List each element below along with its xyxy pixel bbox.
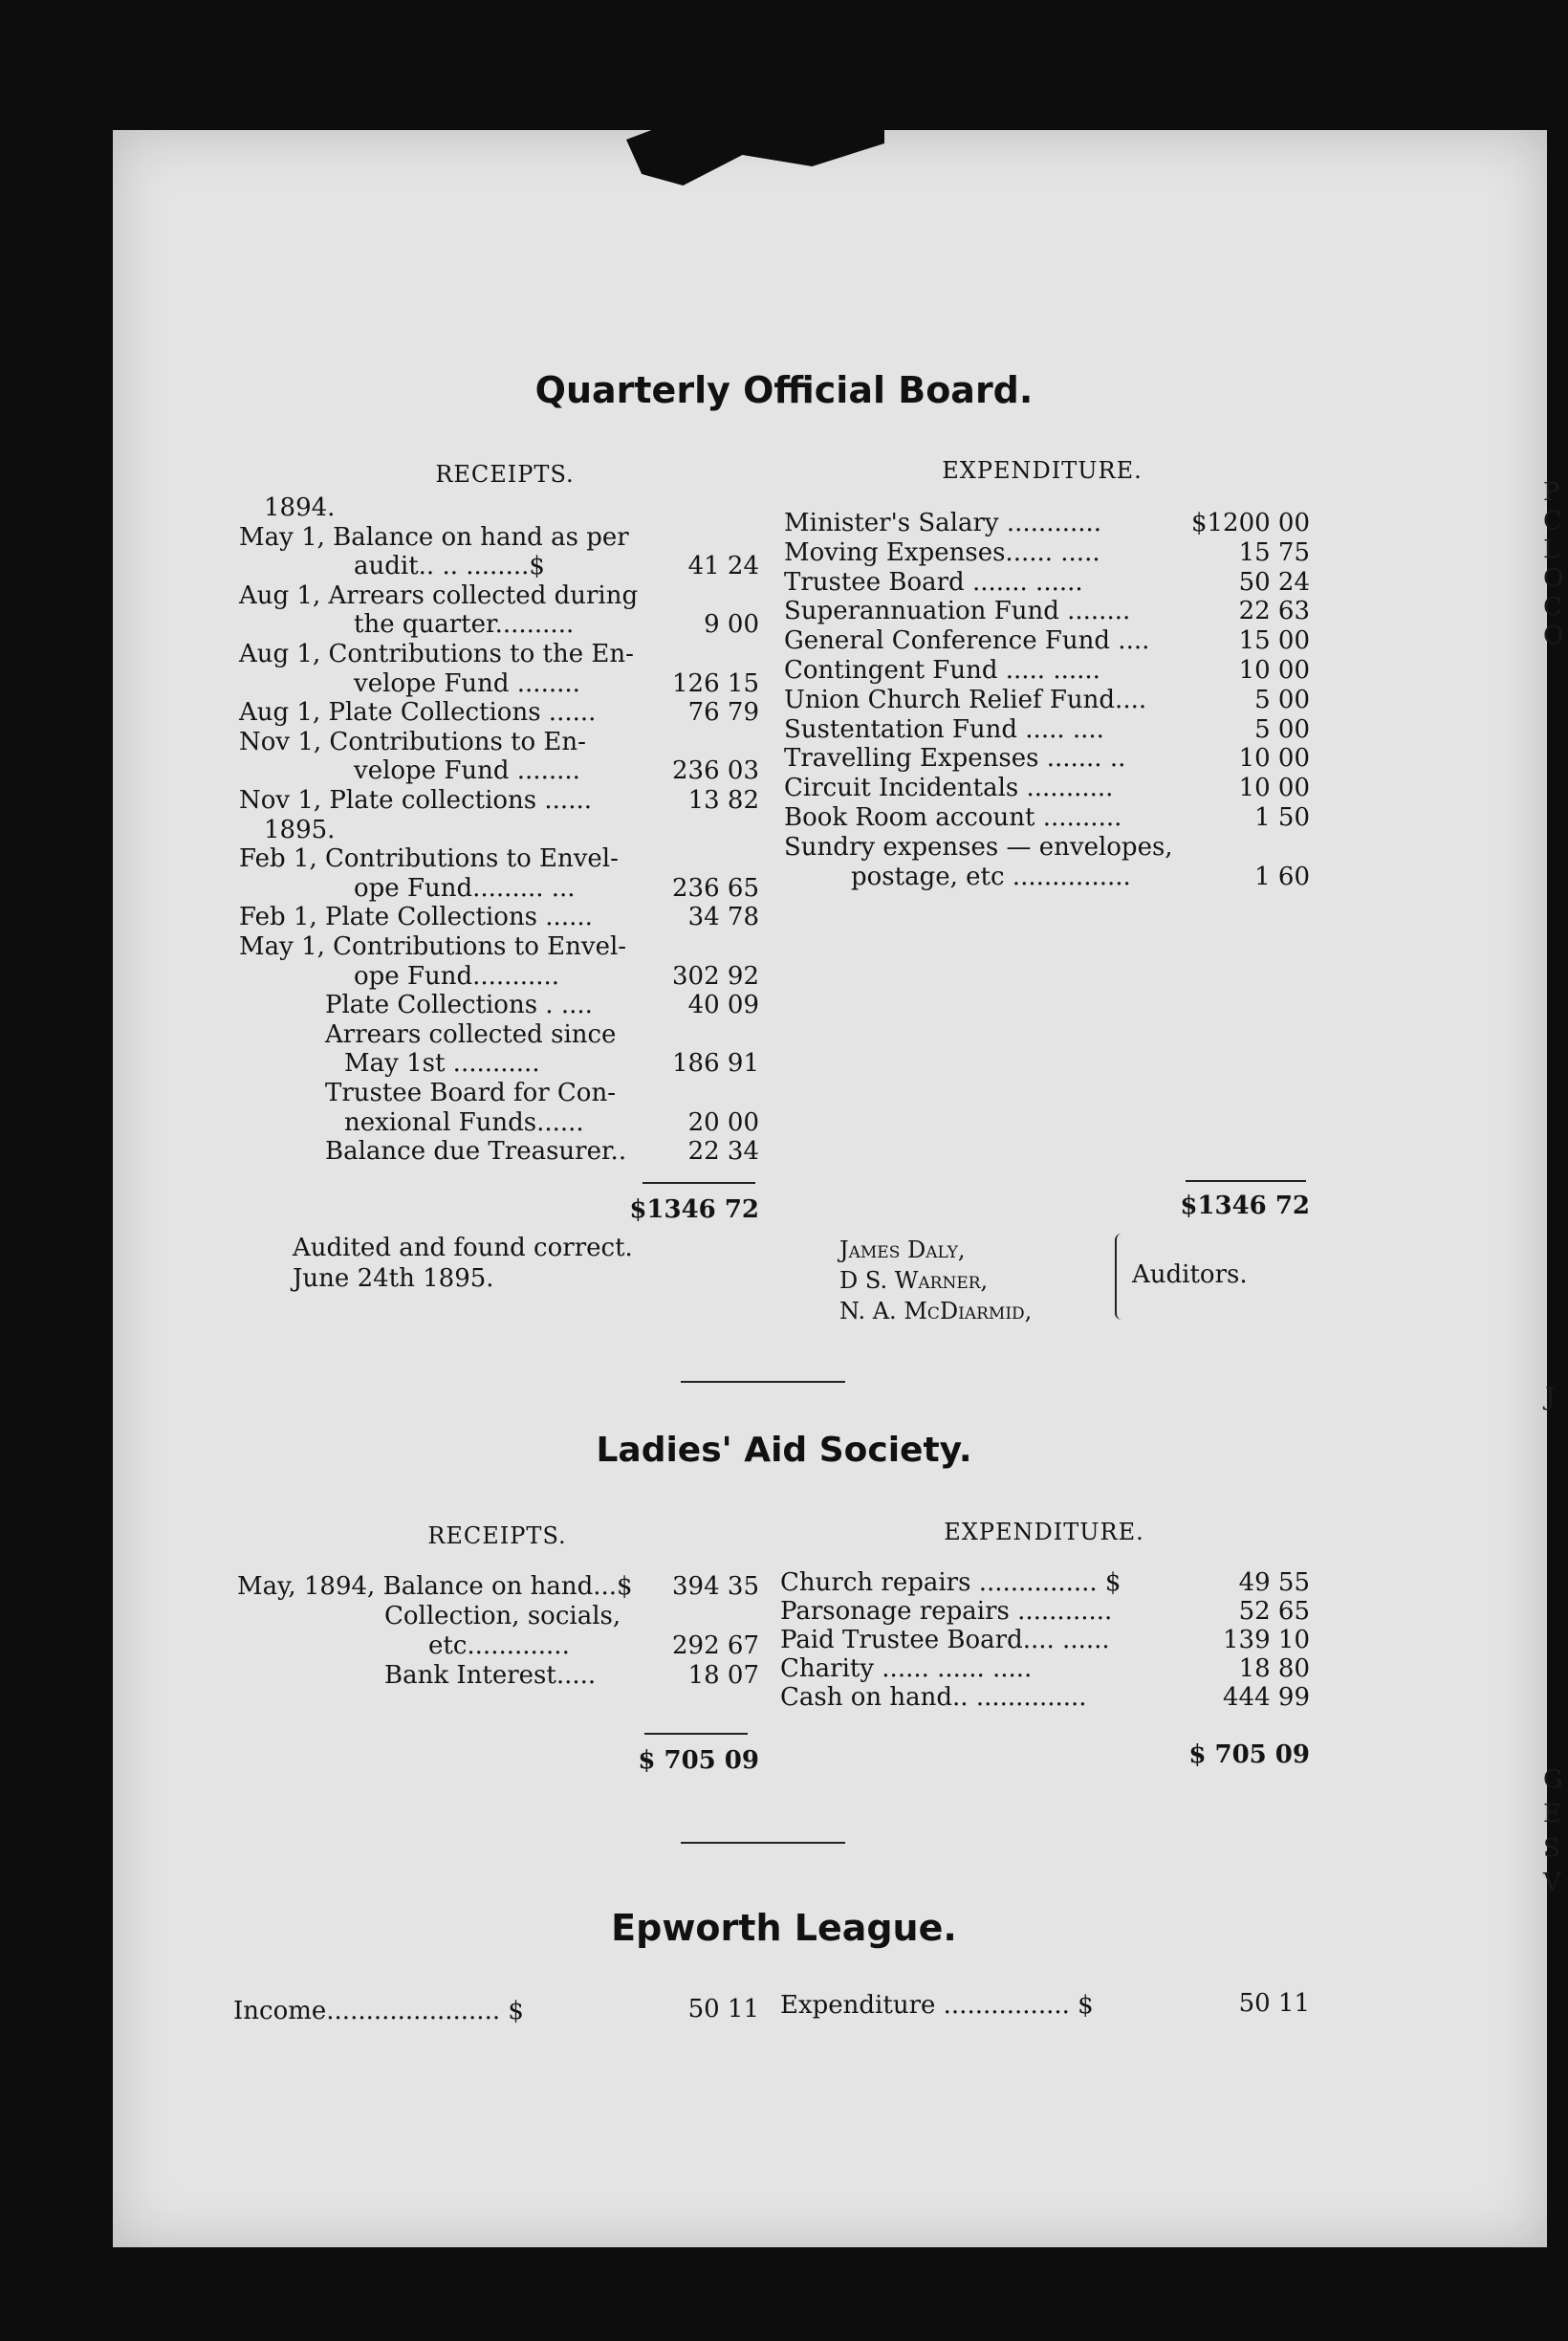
adjacent-page-letter: E <box>1543 1800 1561 1828</box>
quarterly-receipt-row-label: velope Fund ........ <box>354 668 580 698</box>
quarterly-receipt-row-label: Arrears collected since <box>325 1019 617 1049</box>
quarterly-receipt-row-amount: 186 91 <box>672 1049 759 1079</box>
adjacent-page-letter: P <box>1543 478 1560 507</box>
quarterly-expenditure-row-label: Travelling Expenses ....... .. <box>784 744 1126 774</box>
ladies-receipts-heading: RECEIPTS. <box>427 1522 567 1549</box>
adjacent-page-letter: C <box>1543 507 1562 536</box>
quarterly-receipt-row-amount: 126 15 <box>672 668 759 698</box>
ladies-expenditure-row-amount: 139 10 <box>1223 1626 1310 1654</box>
quarterly-receipt-row-label: audit.. .. ........$ <box>354 552 545 581</box>
quarterly-receipt-row-label: Trustee Board for Con- <box>325 1079 616 1107</box>
quarterly-receipt-row-label: Feb 1, Plate Collections ...... <box>239 903 593 932</box>
ladies-aid-title: Ladies' Aid Society. <box>596 1431 972 1470</box>
ladies-expenditure-heading: EXPENDITURE. <box>944 1519 1144 1545</box>
ladies-expenditure-total: $ 705 09 <box>1188 1740 1310 1769</box>
ladies-expenditure-row-amount: 49 55 <box>1238 1568 1310 1597</box>
adjacent-page-letter: C <box>1543 593 1562 622</box>
auditors-brace <box>1115 1234 1128 1320</box>
ladies-expenditure-row-amount: 52 65 <box>1238 1597 1310 1626</box>
quarterly-receipt-row-label: velope Fund ........ <box>354 756 580 786</box>
audit-note-line-1: Audited and found correct. <box>293 1234 633 1262</box>
quarterly-receipt-row-label: the quarter.......... <box>354 610 575 640</box>
quarterly-receipt-row-label: nexional Funds...... <box>344 1107 584 1137</box>
ladies-expenditure-row-label: Church repairs ............... $ <box>780 1568 1122 1597</box>
quarterly-receipt-row-label: ope Fund......... ... <box>354 873 576 903</box>
quarterly-receipt-row-amount: 76 79 <box>687 698 759 728</box>
audit-note-line-2: June 24th 1895. <box>293 1264 494 1293</box>
quarterly-expenditure-row-label: Sundry expenses — envelopes, <box>784 832 1173 862</box>
quarterly-receipt-row-label: 1894. <box>264 493 336 522</box>
ladies-expenditure-row-label: Cash on hand.. .............. <box>780 1683 1087 1712</box>
quarterly-receipt-row-amount: 13 82 <box>687 786 759 815</box>
quarterly-expenditure-row-label: General Conference Fund .... <box>784 626 1150 656</box>
quarterly-receipt-row-amount: 9 00 <box>704 610 759 640</box>
quarterly-expenditure-row-amount: 10 00 <box>1238 656 1310 685</box>
quarterly-expenditure-row-amount: 15 75 <box>1238 537 1310 567</box>
quarterly-receipt-row-label: Feb 1, Contributions to Envel- <box>239 844 619 874</box>
adjacent-page-letter: S <box>1543 1834 1560 1863</box>
epworth-league-title: Epworth League. <box>611 1907 957 1949</box>
quarterly-board-title: Quarterly Official Board. <box>534 369 1034 411</box>
quarterly-receipts-heading: RECEIPTS. <box>435 461 575 488</box>
quarterly-expenditure-row-label: Minister's Salary ............ <box>784 509 1102 537</box>
ladies-expenditure-row-amount: 444 99 <box>1223 1683 1310 1712</box>
quarterly-receipt-row-label: ope Fund........... <box>354 961 560 991</box>
quarterly-receipt-row-label: Balance due Treasurer.. <box>325 1137 627 1167</box>
quarterly-expenditure-row-label: Circuit Incidentals ........... <box>784 774 1114 803</box>
quarterly-expenditure-row-amount: 5 00 <box>1254 685 1310 714</box>
auditors-label: Auditors. <box>1132 1260 1248 1289</box>
quarterly-receipt-row-label: Plate Collections . .... <box>325 991 593 1020</box>
quarterly-expenditure-row-label: Trustee Board ....... ...... <box>784 567 1083 597</box>
quarterly-expenditure-total-rule <box>1186 1180 1306 1182</box>
quarterly-receipt-row-label: May 1st ........... <box>344 1049 540 1079</box>
epworth-income-label: Income...................... $ <box>233 1997 524 2025</box>
adjacent-page-letter: V <box>1543 1869 1561 1897</box>
quarterly-expenditure-total: $1346 72 <box>1180 1192 1310 1220</box>
quarterly-expenditure-row-amount: 1 50 <box>1254 803 1310 832</box>
ladies-receipt-row-amount: 292 67 <box>672 1631 759 1660</box>
ladies-expenditure-row-label: Charity ...... ...... ..... <box>780 1654 1033 1683</box>
quarterly-expenditure-row-label: Sustentation Fund ..... .... <box>784 714 1104 744</box>
quarterly-receipt-row-label: Aug 1, Contributions to the En- <box>239 640 634 668</box>
quarterly-receipt-row-amount: 22 34 <box>687 1137 759 1167</box>
ladies-expenditure-row-amount: 18 80 <box>1238 1654 1310 1683</box>
ladies-receipt-row-amount: 394 35 <box>672 1572 759 1601</box>
quarterly-expenditure-row-amount: $1200 00 <box>1190 509 1310 537</box>
quarterly-receipt-row-label: May 1, Balance on hand as per <box>239 522 629 552</box>
ladies-receipt-row-amount: 18 07 <box>687 1661 759 1690</box>
ladies-expenditure-row-label: Paid Trustee Board.... ...... <box>780 1626 1110 1654</box>
quarterly-expenditure-row-label: Contingent Fund ..... ...... <box>784 656 1100 685</box>
quarterly-receipts-total: $1346 72 <box>629 1195 759 1224</box>
quarterly-receipt-row-label: 1895. <box>264 815 336 844</box>
adjacent-page-letter: G <box>1543 1765 1563 1794</box>
ladies-receipt-row-label: Bank Interest..... <box>384 1661 597 1690</box>
epworth-expenditure-label: Expenditure ................ $ <box>780 1991 1094 2020</box>
quarterly-receipt-row-amount: 236 65 <box>672 873 759 903</box>
quarterly-receipt-row-amount: 20 00 <box>687 1107 759 1137</box>
quarterly-expenditure-row-amount: 50 24 <box>1238 567 1310 597</box>
quarterly-receipt-row-amount: 40 09 <box>687 991 759 1020</box>
quarterly-receipt-row-label: Nov 1, Plate collections ...... <box>239 786 592 815</box>
auditor-name: James Daly, <box>839 1236 966 1263</box>
quarterly-expenditure-row-amount: 1 60 <box>1254 862 1310 891</box>
quarterly-expenditure-row-label: Superannuation Fund ........ <box>784 597 1131 626</box>
auditor-name: D S. Warner, <box>839 1267 989 1294</box>
adjacent-page-letter: J <box>1545 1383 1556 1411</box>
section-divider <box>681 1381 845 1383</box>
epworth-income-amount: 50 11 <box>687 1995 759 2024</box>
ladies-receipts-total: $ 705 09 <box>638 1746 759 1775</box>
adjacent-page-letter: O <box>1543 564 1564 593</box>
quarterly-expenditure-row-label: Book Room account .......... <box>784 803 1122 832</box>
quarterly-receipt-row-amount: 34 78 <box>687 903 759 932</box>
adjacent-page-letter: O <box>1543 622 1564 650</box>
quarterly-receipt-row-amount: 302 92 <box>672 961 759 991</box>
quarterly-receipt-row-amount: 41 24 <box>687 552 759 581</box>
quarterly-expenditure-row-amount: 22 63 <box>1238 597 1310 626</box>
quarterly-receipt-row-label: Nov 1, Contributions to En- <box>239 727 586 756</box>
quarterly-expenditure-row-label: Moving Expenses...... ..... <box>784 537 1100 567</box>
quarterly-receipt-row-label: Aug 1, Plate Collections ...... <box>239 698 597 728</box>
quarterly-expenditure-row-amount: 15 00 <box>1238 626 1310 656</box>
section-divider <box>681 1842 845 1844</box>
ladies-receipt-row-label: May, 1894, Balance on hand...$ <box>237 1572 633 1601</box>
quarterly-expenditure-row-amount: 10 00 <box>1238 774 1310 803</box>
quarterly-receipt-row-amount: 236 03 <box>672 756 759 786</box>
quarterly-expenditure-row-label: postage, etc ............... <box>851 862 1131 891</box>
quarterly-expenditure-row-label: Union Church Relief Fund.... <box>784 685 1147 714</box>
ladies-receipts-total-rule <box>644 1733 748 1735</box>
quarterly-receipts-total-rule <box>642 1182 755 1184</box>
quarterly-expenditure-row-amount: 10 00 <box>1238 744 1310 774</box>
auditor-name: N. A. McDiarmid, <box>839 1298 1033 1324</box>
quarterly-receipt-row-label: May 1, Contributions to Envel- <box>239 932 627 961</box>
epworth-expenditure-amount: 50 11 <box>1238 1989 1310 2018</box>
quarterly-expenditure-heading: EXPENDITURE. <box>942 457 1143 484</box>
ladies-expenditure-row-label: Parsonage repairs ............ <box>780 1597 1113 1626</box>
quarterly-expenditure-row-amount: 5 00 <box>1254 714 1310 744</box>
ladies-receipt-row-label: etc............. <box>428 1631 570 1660</box>
quarterly-receipt-row-label: Aug 1, Arrears collected during <box>239 580 639 610</box>
ladies-receipt-row-label: Collection, socials, <box>384 1602 621 1630</box>
adjacent-page-letter: L <box>1543 536 1560 564</box>
